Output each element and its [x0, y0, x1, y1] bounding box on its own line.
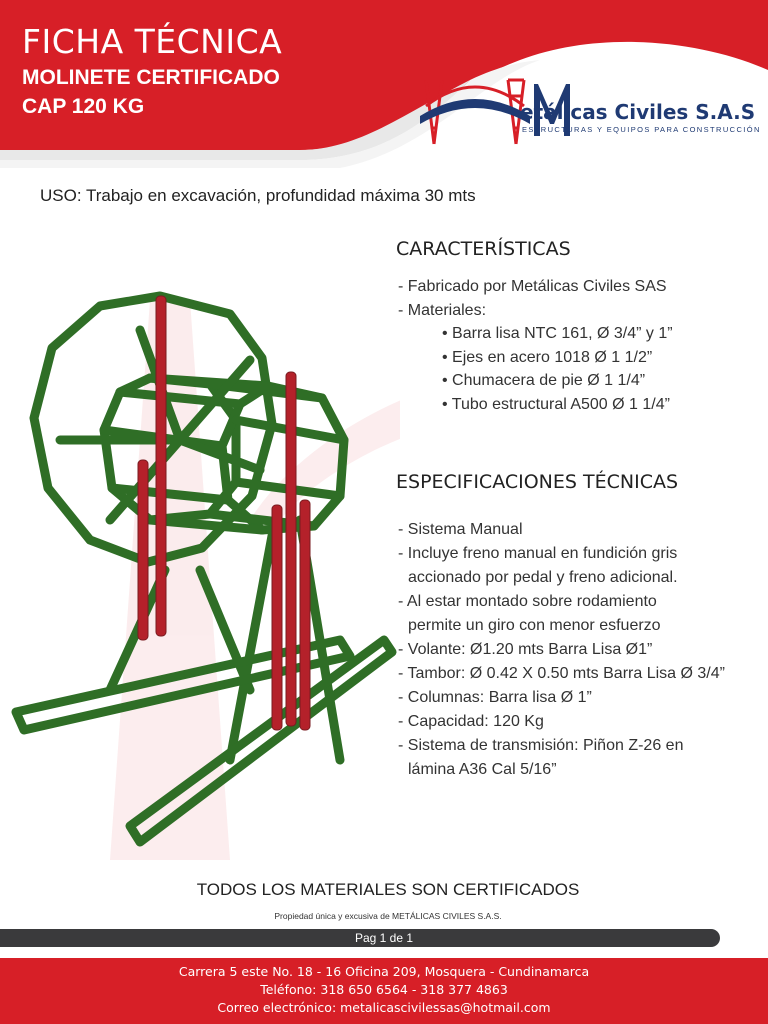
list-item: - Capacidad: 120 Kg — [398, 713, 544, 730]
certified-notice: TODOS LOS MATERIALES SON CERTIFICADOS — [196, 880, 580, 899]
email: Correo electrónico: metalicascivilessas@hotmail.com — [217, 1000, 551, 1015]
list-item: - Sistema Manual — [398, 521, 523, 538]
page-indicator-bar — [0, 929, 720, 947]
list-item: • Tubo estructural A500 Ø 1 1/4” — [442, 395, 670, 413]
list-item: - Materiales: — [398, 301, 487, 319]
list-item: - Columnas: Barra lisa Ø 1” — [398, 689, 592, 706]
product-name: MOLINETE CERTIFICADO — [22, 66, 280, 89]
list-item: • Ejes en acero 1018 Ø 1 1/2” — [442, 348, 653, 366]
property-notice: Propiedad única y excusiva de METÁLICAS CIVILES S.A.S. — [274, 911, 502, 921]
list-item: - Sistema de transmisión: Piñon Z-26 en lámina A36 Cal 5/16” — [398, 737, 684, 778]
list-item: • Barra lisa NTC 161, Ø 3/4” y 1” — [442, 325, 673, 342]
list-item: - Tambor: Ø 0.42 X 0.50 mts Barra Lisa Ø 3/4” — [398, 665, 725, 682]
specifications-list — [398, 518, 725, 782]
brand-tagline: ESTRUCTURAS Y EQUIPOS PARA CONSTRUCCIÓN — [522, 125, 761, 134]
list-item: - Fabricado por Metálicas Civiles SAS — [398, 278, 667, 295]
list-item: • Chumacera de pie Ø 1 1/4” — [442, 372, 646, 389]
page-number: Pag 1 de 1 — [354, 931, 414, 945]
characteristics-heading: CARACTERÍSTICAS — [396, 238, 571, 260]
specifications-heading: ESPECIFICACIONES TÉCNICAS — [396, 471, 679, 493]
page-title: FICHA TÉCNICA — [22, 22, 283, 61]
product-capacity: CAP 120 KG — [22, 95, 145, 118]
contact-footer — [0, 958, 768, 1024]
list-item: - Incluye freno manual en fundición gris accionado por pedal y freno adicional. — [398, 545, 678, 586]
phone: Teléfono: 318 650 6564 - 318 377 4863 — [260, 982, 508, 997]
list-item: - Al estar montado sobre rodamiento permite un giro con menor esfuerzo — [398, 593, 661, 634]
list-item: - Volante: Ø1.20 mts Barra Lisa Ø1” — [398, 641, 653, 658]
usage-description: USO: Trabajo en excavación, profundidad máxima 30 mts — [40, 186, 476, 205]
winch-frame-illustration-icon — [0, 240, 400, 860]
address: Carrera 5 este No. 18 - 16 Oficina 209, Mosquera - Cundinamarca — [178, 964, 590, 979]
brand-name: etálicas Civiles S.A.S — [520, 100, 756, 124]
characteristics-list — [398, 275, 673, 416]
